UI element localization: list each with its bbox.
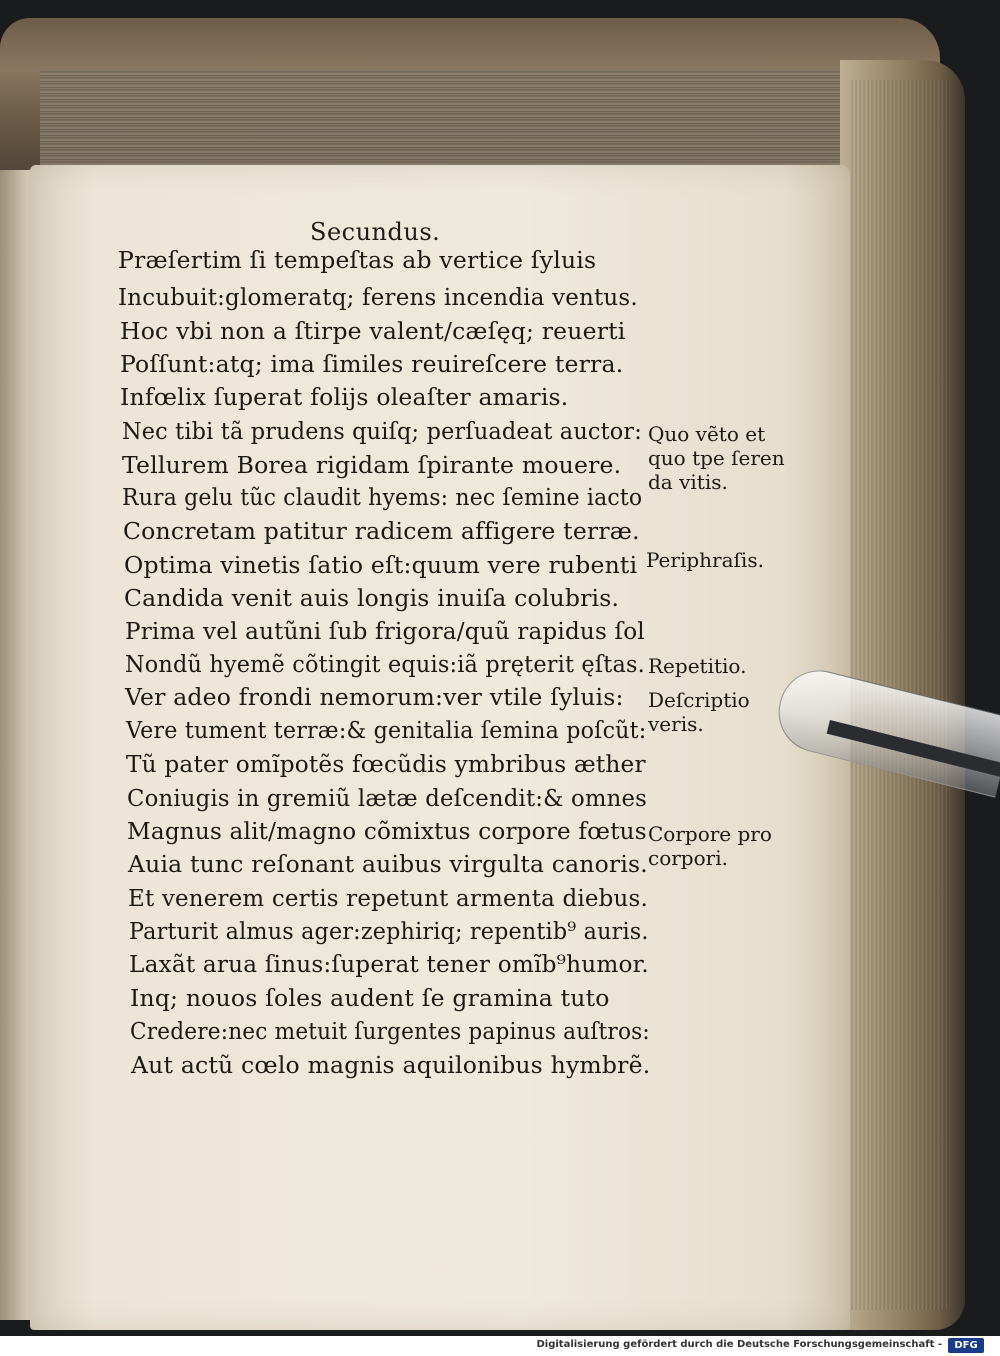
verse-line: Concretam patitur radicem affigere terræ. xyxy=(123,517,640,545)
verse-line: Et venerem certis repetunt armenta diebus. xyxy=(128,884,648,912)
page-block-edges xyxy=(40,70,920,180)
verse-line: Rura gelu tũc claudit hyems: nec ſemine iacto xyxy=(122,483,643,511)
running-head: Secundus. xyxy=(310,218,441,246)
verse-line: Infœlix ſuperat folijs oleaſter amaris. xyxy=(120,383,569,411)
verse-line: Coniugis in gremiũ lætæ deſcendit:& omnes xyxy=(127,784,648,812)
footer-bar xyxy=(0,1336,1000,1356)
verse-line: Vere tument terræ:& genitalia ſemina poſcũt: xyxy=(126,716,647,744)
verse-line: Tũ pater omĩpotẽs fœcũdis ymbribus æther xyxy=(126,750,646,778)
verse-line: Ver adeo frondi nemorum:ver vtile ſyluis: xyxy=(125,683,624,711)
gloss-line: Repetitio. xyxy=(648,654,747,678)
footer-credit: Digitalisierung gefördert durch die Deutsche Forschungsgemeinschaft - xyxy=(536,1339,942,1350)
verse-line: Præſertim ſi tempeſtas ab vertice ſyluis xyxy=(118,246,597,274)
dfg-logo-icon: DFG xyxy=(948,1338,984,1353)
verse-line: Magnus alit/magno cõmixtus corpore fœtus xyxy=(127,817,647,845)
gloss-line: Deſcriptio xyxy=(648,688,750,712)
verse-line: Parturit almus ager:zephiriq; repentib⁹ auris. xyxy=(129,917,649,945)
verse-line: Poſſunt:atq; ima ſimiles reuireſcere terra. xyxy=(120,350,624,378)
verse-line: Credere:nec metuit ſurgentes papinus auſtros: xyxy=(130,1017,650,1045)
gloss-line: veris. xyxy=(648,712,704,736)
gloss-line: da vitis. xyxy=(648,470,728,494)
verse-line: Hoc vbi non a ſtirpe valent/cæſęq; reuerti xyxy=(120,317,626,345)
verse-line: Tellurem Borea rigidam ſpirante mouere. xyxy=(122,451,622,479)
verse-line: Inq; nouos ſoles audent ſe gramina tuto xyxy=(130,984,610,1012)
gloss-line: Corpore pro xyxy=(648,822,772,846)
marginal-gloss xyxy=(646,548,764,572)
gloss-line: corpori. xyxy=(648,846,728,870)
gloss-line: Quo vẽto et xyxy=(648,422,766,446)
gloss-line: Periphraſis. xyxy=(646,548,764,572)
verse-line: Nec tibi tã prudens quiſq; perſuadeat auctor: xyxy=(122,417,643,445)
marginal-gloss xyxy=(648,688,750,736)
marginal-gloss xyxy=(648,422,785,494)
verse-line: Aut actũ cœlo magnis aquilonibus hymbrẽ. xyxy=(131,1051,651,1079)
verse-line: Optima vinetis ſatio eſt:quum vere rubenti xyxy=(124,551,638,579)
marginal-gloss xyxy=(648,822,772,870)
marginal-gloss xyxy=(648,654,746,678)
verse-line: Candida venit auis longis inuiſa colubris. xyxy=(124,584,620,612)
verse-line: Incubuit:glomeratq; ferens incendia ventus. xyxy=(118,283,638,311)
verse-line: Auia tunc reſonant auibus virgulta canoris. xyxy=(128,850,648,878)
verse-line: Prima vel autũni ſub frigora/quũ rapidus ſol xyxy=(125,617,645,645)
gloss-line: quo tpe ſeren xyxy=(648,446,785,470)
verse-line: Laxãt arua ſinus:ſuperat tener omĩb⁹humor. xyxy=(129,950,649,978)
verse-line: Nondũ hyemẽ cõtingit equis:iã pręterit ęſtas. xyxy=(125,650,645,678)
